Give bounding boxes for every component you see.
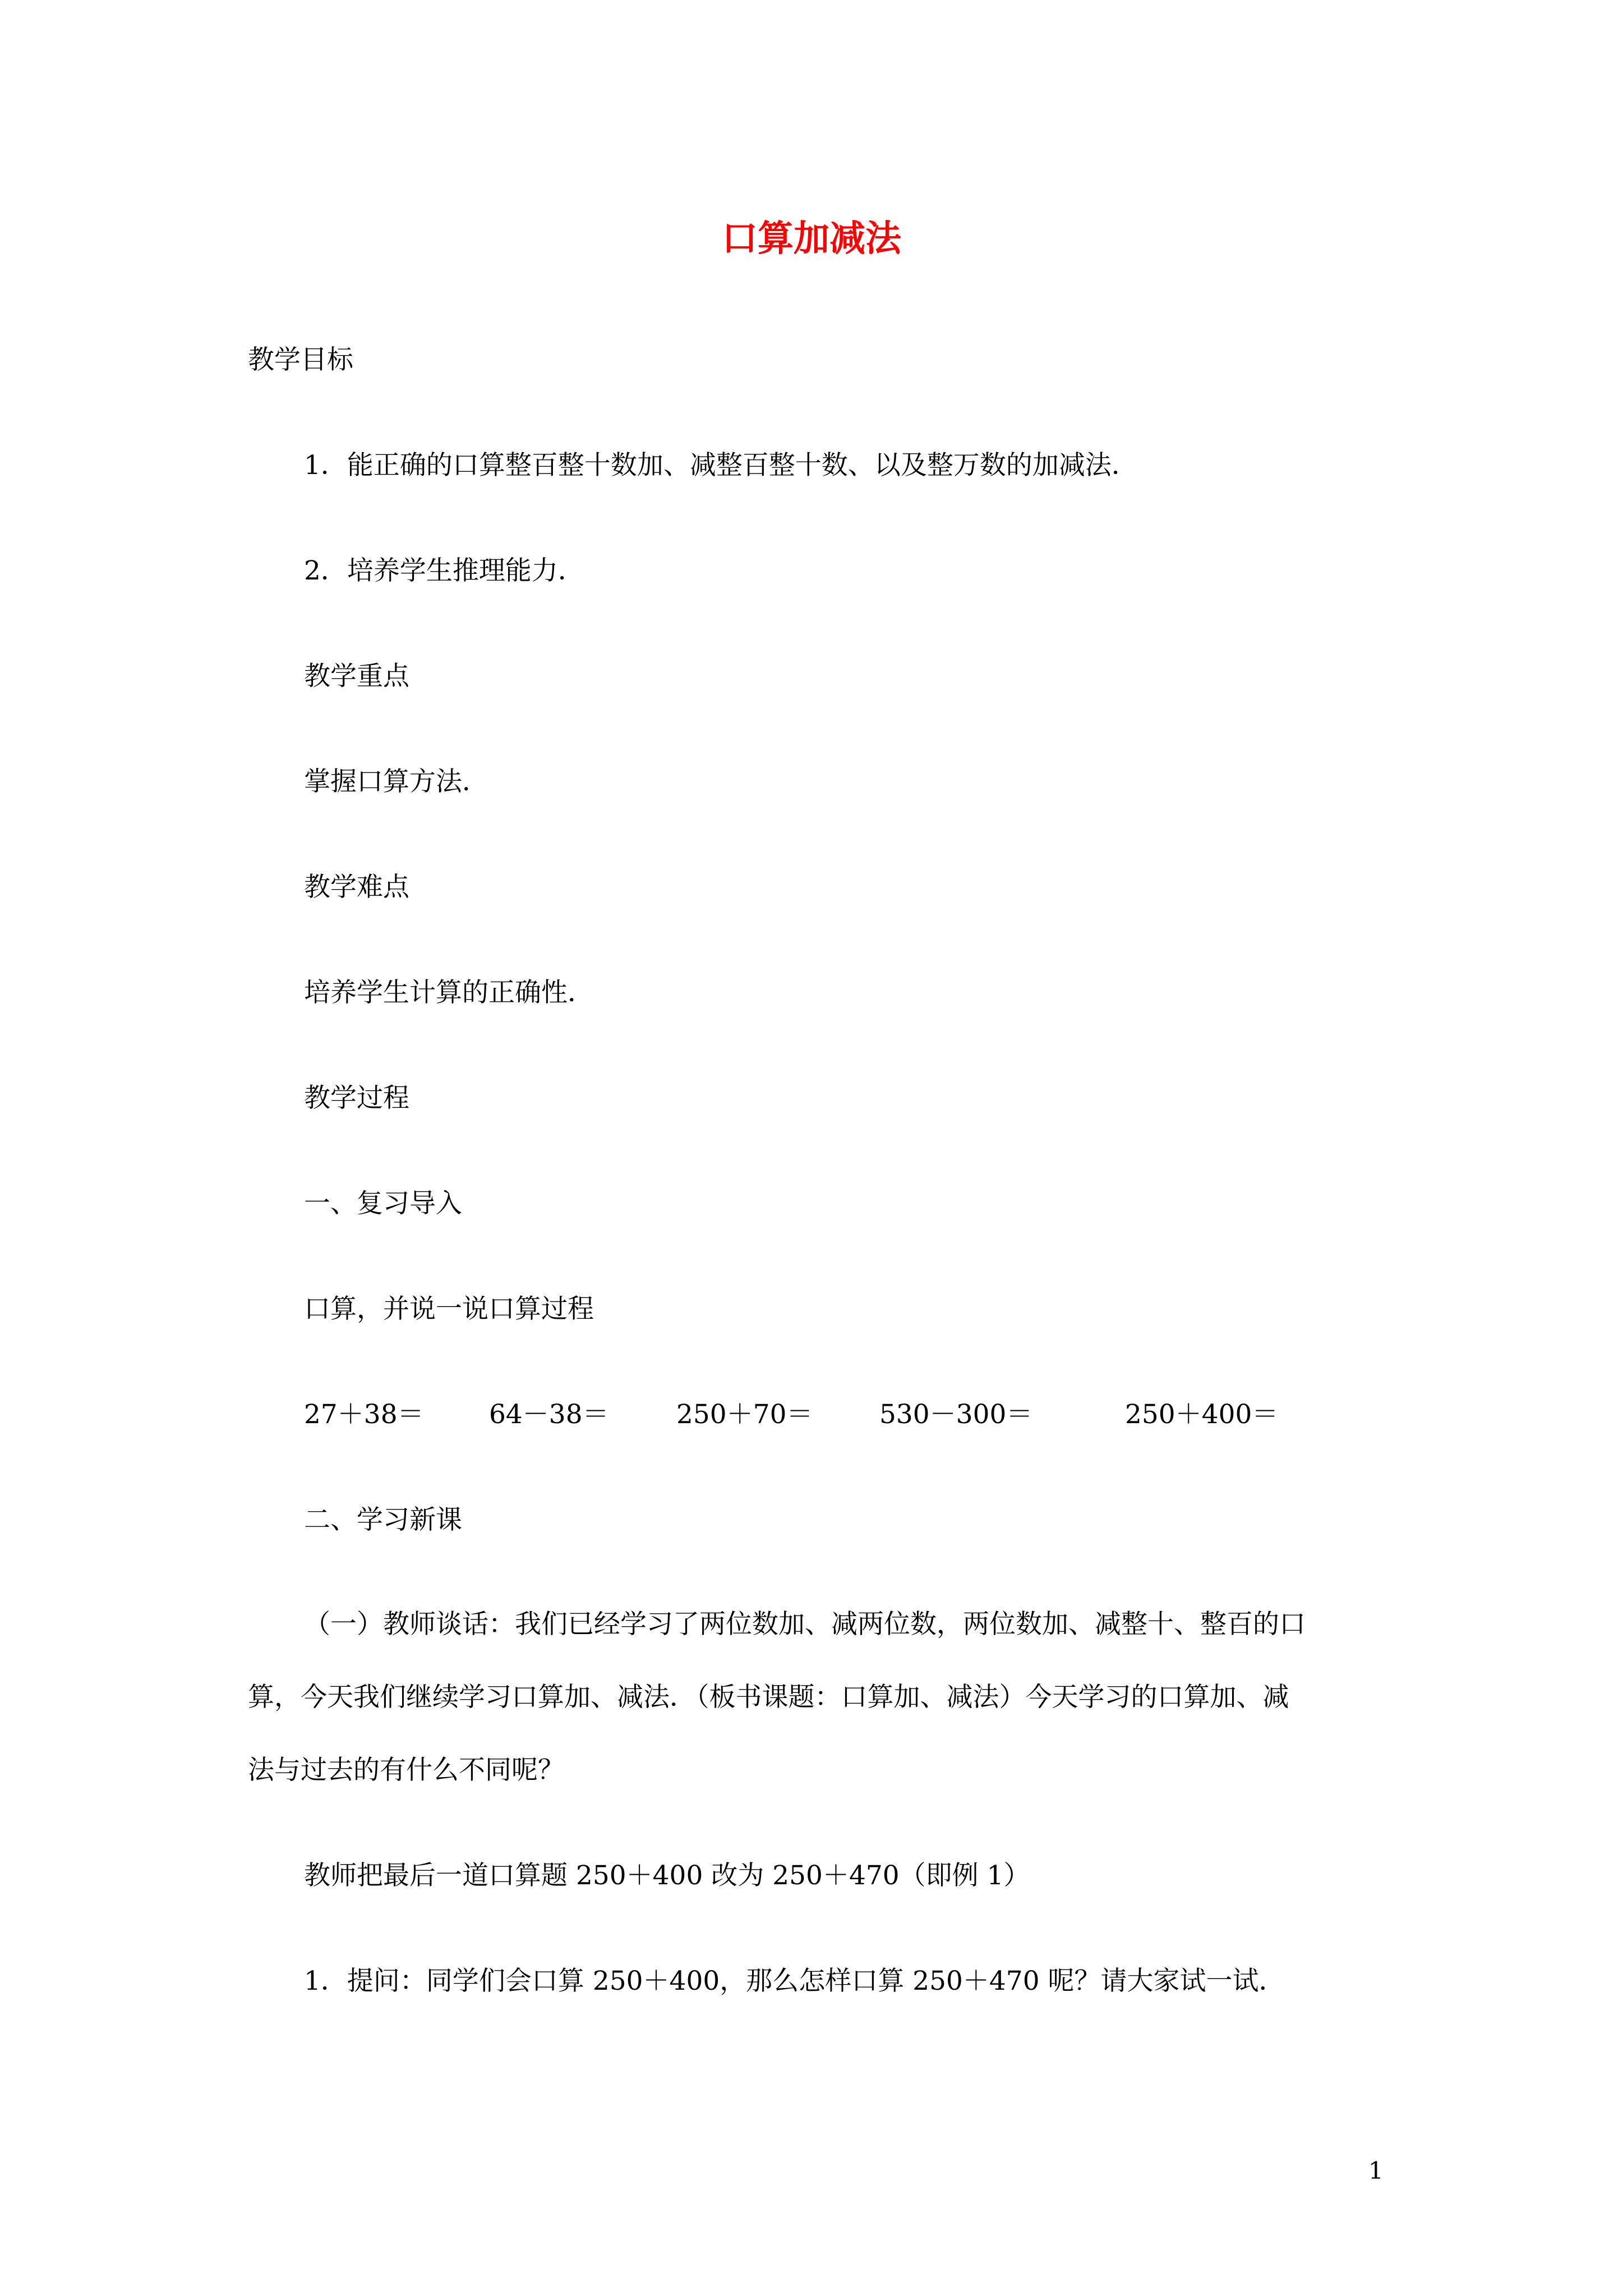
objective-1: 1．能正确的口算整百整十数加、减整百整十数、以及整万数的加减法．: [304, 450, 1138, 481]
paragraph-2: 教师把最后一道口算题 250＋400 改为 250＋470（即例 1）: [304, 1860, 1030, 1891]
equation-5: 250＋400＝: [1125, 1399, 1279, 1430]
paragraph-1-line-3: 法与过去的有什么不同呢？: [248, 1755, 564, 1786]
objective-2: 2．培养学生推理能力．: [304, 555, 584, 586]
key-heading: 教学重点: [304, 661, 409, 692]
equation-2: 64－38＝: [489, 1399, 609, 1430]
paragraph-1-line-2: 算，今天我们继续学习口算加、减法．（板书课题：口算加、减法）今天学习的口算加、减: [248, 1682, 1289, 1713]
paragraph-1-line-1: （一）教师谈话：我们已经学习了两位数加、减两位数，两位数加、减整十、整百的口: [304, 1609, 1306, 1640]
equation-4: 530－300＝: [879, 1399, 1033, 1430]
process-heading: 教学过程: [304, 1083, 409, 1114]
review-text: 口算，并说一说口算过程: [304, 1294, 594, 1324]
key-text: 掌握口算方法．: [304, 766, 488, 797]
new-lesson-heading: 二、学习新课: [304, 1504, 462, 1535]
paragraph-3: 1．提问：同学们会口算 250＋400，那么怎样口算 250＋470 呢？请大家试一试．: [304, 1966, 1285, 1996]
equation-3: 250＋70＝: [676, 1399, 813, 1430]
equation-1: 27＋38＝: [304, 1399, 424, 1430]
review-heading: 一、复习导入: [304, 1188, 462, 1219]
document-title: 口算加减法: [722, 218, 901, 260]
objectives-heading: 教学目标: [248, 344, 353, 375]
page-number: 1: [1368, 2157, 1384, 2184]
difficulty-text: 培养学生计算的正确性．: [304, 977, 594, 1008]
difficulty-heading: 教学难点: [304, 872, 409, 903]
